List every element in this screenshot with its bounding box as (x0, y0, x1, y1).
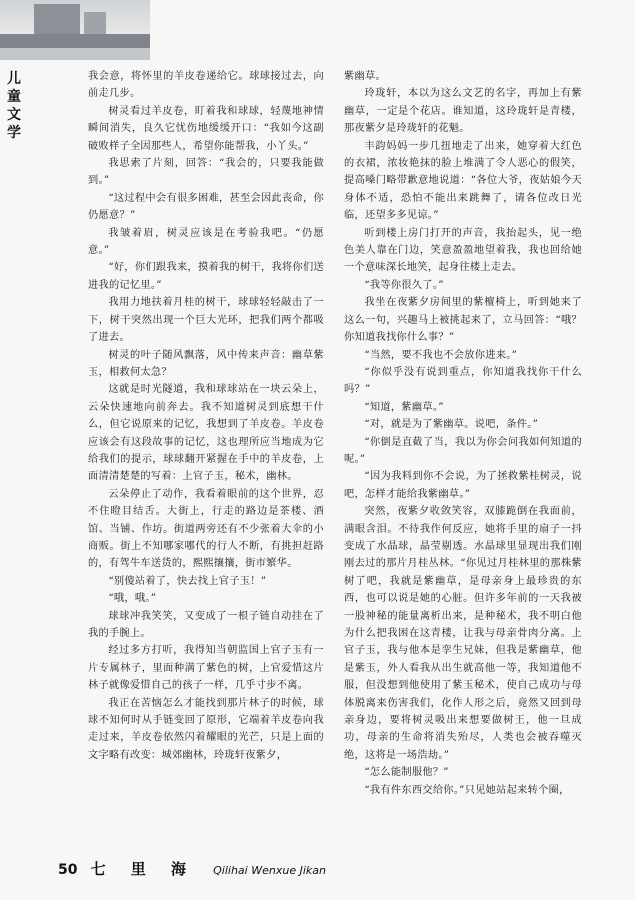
paragraph: “我等你很久了。” (364, 279, 444, 291)
paragraph: 听到楼上房门打开的声音，我抬起头，见一绝色美人靠在门边，笑意盈盈地望着我，我也回给她一个意味深长地笑，起身往楼上走去。 (344, 227, 582, 274)
paragraph: “当然，要不我也不会放你进来。” (364, 349, 518, 361)
paragraph: 丰韵妈妈一步几扭地走了出来，她穿着大红色的衣裙，浓妆艳抹的脸上堆满了令人恶心的假笑，提高嗓门略带歉意地说道：“各位大爷，夜姑娘今天身体不适，恐怕不能出来跳舞了，请各位改日光临，还望多多见谅。” (344, 140, 582, 222)
paragraph: 球球冲我笑笑，又变成了一根子链自动挂在了我的手腕上。 (88, 610, 324, 639)
paragraph: 我坐在夜紫夕房间里的紫檀椅上，听到她来了这么一句，兴趣马上被挑起来了，立马回答：“哦？你知道我找你什么事？” (344, 297, 582, 344)
paragraph: “我有件东西交给你。”只见她站起来转个圈， (364, 784, 570, 796)
paragraph: 树灵看过羊皮卷，盯着我和球球，轻蔑地神情瞬间消失，良久它忧伤地缓缓开口：“我如今这副破败样子全因那些人，希望你能帮我，小丫头。” (88, 105, 324, 152)
magazine-name: 七 里 海 (90, 860, 197, 878)
paragraph: 云朵停止了动作，我看着眼前的这个世界，忍不住瞪目结舌。大街上，行走的路边是茶楼、酒馆、当铺、作坊。街道两旁还有不少张着大伞的小商贩。街上不知哪家哪代的行人不断，有挑担赶路的，有驾牛车送货的，熙熙攘攘，街市繁华。 (88, 488, 324, 570)
paragraph: 我思索了片刻，回答：“我会的，只要我能做到。” (88, 158, 324, 187)
paragraph: 紫幽草。 (344, 71, 386, 82)
paragraph: “你倒是直截了当，我以为你会问我如何知道的呢。” (344, 436, 582, 465)
paragraph: 突然，夜紫夕收敛笑容，双膝跪倒在我面前，满眼含泪。不待我作何反应，她将手里的扇子一抖变成了水晶球，晶莹剔透。水晶球里显现出我们刚刚去过的那片月桂丛林。“你见过月桂林里的那株紫树了吧，我就是紫幽草，是母亲身上最珍贵的东西，也可以说是她的心脏。但许多年前的一天我被一股神秘的能量离析出来，是种秘术，我不明白他为什么把我困在这青楼，让我与母亲骨肉分离。上官子玉，我与他本是孪生兄妹，但我是紫幽草，他是紫玉，外人看我从出生就高他一等，我知道他不服，但没想到他使用了紫玉秘术，使自己成功与母体脱离来伤害我们，化作人形之后，竟然又回到母亲身边，要将树灵吸出来想要做树王，他一旦成功，母亲的生命将消失殆尽，人类也会被吞噬灭绝，这将是一场浩劫。” (344, 506, 582, 761)
paragraph: “怎么能制服他？” (364, 767, 449, 779)
left-text-column (88, 68, 324, 764)
building-silhouette (84, 12, 106, 36)
paragraph: 我会意，将怀里的羊皮卷递给它。球球接过去，向前走几步。 (88, 71, 324, 100)
page-number: 50 (58, 862, 78, 878)
paragraph: “对，就是为了紫幽草。说吧，条件。” (364, 419, 539, 431)
paragraph: 树灵的叶子随风飘落，风中传来声音：幽草紫玉，相救何太急？ (88, 349, 324, 378)
ground-silhouette (0, 34, 150, 48)
magazine-pinyin: Qilihai Wenxue Jikan (213, 864, 326, 877)
page-footer (58, 858, 326, 880)
paragraph: 我用力地扶着月桂的树干，球球轻轻敲击了一下，树干突然出现一个巨大光环，把我们两个都吸了进去。 (88, 297, 324, 344)
paragraph: “好，你们跟我来，摸着我的树干，我将你们送进我的记忆里。” (88, 262, 324, 291)
right-text-column (344, 68, 582, 799)
paragraph: 我正在苦恼怎么才能找到那片林子的时候，球球不知何时从手链变回了原形，它端着羊皮卷向我走过来，羊皮卷依然闪着耀眼的光芒，只是上面的文字略有改变：城郊幽林，玲珑轩夜紫夕， (88, 697, 324, 761)
paragraph: “你似乎没有说到重点，你知道我找你干什么吗？” (344, 366, 582, 396)
paragraph: “这过程中会有很多困难，甚至会因此丧命，你仍愿意？” (88, 192, 324, 222)
paragraph: 玲珑轩，本以为这么文艺的名字，再加上有紫幽草，一定是个花店。谁知道，这玲珑轩是青楼，那夜紫夕是玲珑轩的花魁。 (344, 88, 582, 135)
paragraph: “别傻站着了，快去找上官子玉！” (108, 575, 267, 587)
paragraph: 这就是时光隧道，我和球球站在一块云朵上，云朵快速地向前奔去。我不知道树灵到底想干什么，但它说原来的记忆，我想到了羊皮卷。羊皮卷应该会有这段故事的记忆，这也理所应当地成为它给我们的提示，球球翻开紧握在手中的羊皮卷，上面清清楚楚的写着：上官子玉，秘术，幽林。 (88, 384, 324, 483)
paragraph: 我皱着眉，树灵应该是在考验我吧。“仍愿意。” (88, 227, 324, 257)
building-silhouette (34, 4, 80, 36)
water-reflection (0, 48, 150, 60)
paragraph: “知道，紫幽草。” (364, 401, 444, 413)
paragraph: “哦，哦。” (108, 593, 157, 605)
section-label: 儿童文学 (7, 71, 21, 141)
header-photo-banner (0, 0, 150, 60)
paragraph: “因为我料到你不会说，为了拯救紫桂树灵，说吧，怎样才能给我紫幽草。” (344, 471, 582, 500)
paragraph: 经过多方打听，我得知当朝监国上官子玉有一片专属林子，里面种满了紫色的树，上官爱惜这片林子就像爱惜自己的孩子一样，几乎寸步不离。 (88, 645, 324, 692)
